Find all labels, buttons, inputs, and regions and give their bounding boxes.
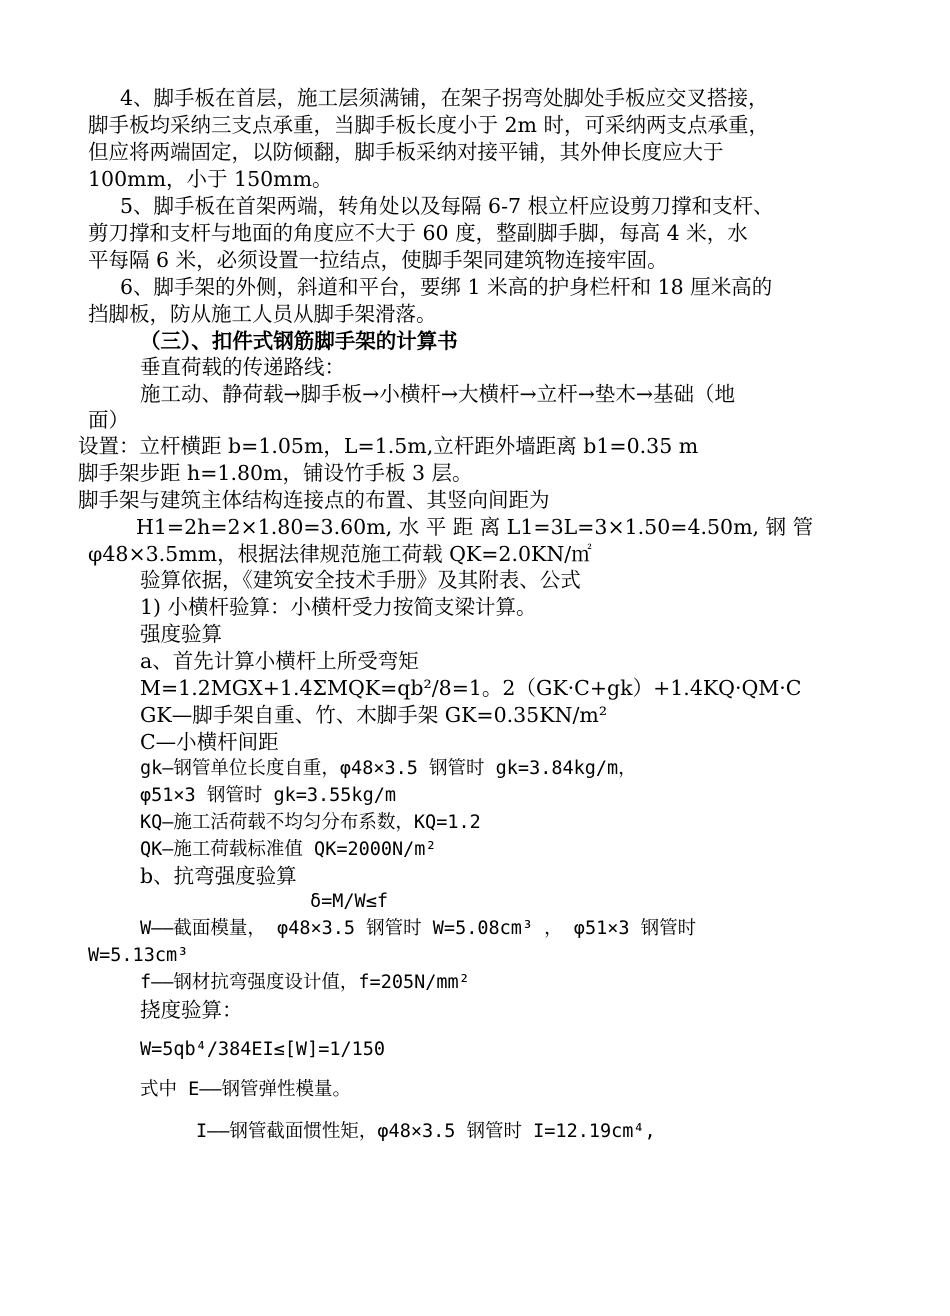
text-line: 剪刀撑和支杆与地面的角度应不大于 60 度，整副脚手脚，每高 4 米，水 [88, 221, 748, 245]
formula-line: W=5qb⁴/384EI≤[W]=1/150 [140, 1039, 386, 1060]
text-line: 脚手板均采纳三支点承重，当脚手板长度小于 2m 时，可采纳两支点承重， [88, 113, 770, 137]
text-line: 施工动、静荷载→脚手板→小横杆→大横杆→立杆→垫木→基础（地 [140, 382, 736, 406]
text-line: 脚手架与建筑主体结构连接点的布置、其竖向间距为 [78, 488, 550, 512]
text-line: W=5.13cm³ [88, 945, 189, 966]
text-line: b、抗弯强度验算 [140, 864, 297, 888]
text-line: 垂直荷载的传递路线： [140, 355, 345, 379]
text-line: φ48×3.5mm，根据法律规范施工荷载 QK=2.0KN/㎡ [88, 542, 592, 566]
text-line: φ51×3 钢管时 gk=3.55kg/m [140, 785, 396, 806]
text-line: 强度验算 [140, 622, 222, 646]
text-line: 式中 E——钢管弹性模量。 [140, 1079, 352, 1100]
formula-line: M=1.2MGX+1.4ΣMQK=qb²/8=1。2（GK·C+gk）+1.4KQ·QM·C [140, 676, 802, 700]
text-line: 挡脚板，防从施工人员从脚手架滑落。 [88, 302, 437, 326]
text-line: GK—脚手架自重、竹、木脚手架 GK=0.35KN/m² [140, 703, 608, 727]
text-line: 面） [88, 408, 129, 432]
text-line: H1=2h=2×1.80=3.60m, 水 平 距 离 L1=3L=3×1.50=4.50m, 钢 管 [136, 515, 814, 539]
text-line: C—小横杆间距 [140, 730, 279, 754]
text-line: 验算依据，《建筑安全技术手册》及其附表、公式 [140, 568, 581, 592]
text-line: gk—钢管单位长度自重，φ48×3.5 钢管时 gk=3.84kg/m， [140, 758, 637, 779]
text-line: QK—施工荷载标准值 QK=2000N/m² [140, 839, 437, 860]
text-line: 1) 小横杆验算：小横杆受力按简支梁计算。 [140, 595, 537, 619]
text-line: 5、脚手板在首架两端，转角处以及每隔 6-7 根立杆应设剪刀撑和支杆、 [120, 194, 774, 218]
text-line: I——钢管截面惯性矩，φ48×3.5 钢管时 I=12.19cm⁴, [196, 1121, 656, 1142]
formula-line: δ=M/W≤f [310, 891, 388, 912]
text-line: a、首先计算小横杆上所受弯矩 [140, 649, 419, 673]
text-line: 脚手架步距 h=1.80m，铺设竹手板 3 层。 [78, 461, 473, 485]
text-line: 100mm，小于 150mm。 [88, 167, 333, 191]
text-line: 但应将两端固定，以防倾翻，脚手板采纳对接平铺，其外伸长度应大于 [88, 140, 724, 164]
text-line: W——截面模量， φ48×3.5 钢管时 W=5.08cm³ ， φ51×3 钢管时 [140, 918, 697, 939]
text-line: 设置：立杆横距 b=1.05m，L=1.5m,立杆距外墙距离 b1=0.35 m [78, 434, 699, 458]
text-line: 挠度验算： [140, 998, 243, 1022]
text-line: KQ—施工活荷载不均匀分布系数，KQ=1.2 [140, 812, 481, 833]
text-line: 平每隔 6 米，必须设置一拉结点，使脚手架同建筑物连接牢固。 [88, 248, 668, 272]
section-heading: （三）、扣件式钢筋脚手架的计算书 [140, 329, 458, 353]
text-line: 6、脚手架的外侧，斜道和平台，要绑 1 米高的护身栏杆和 18 厘米高的 [120, 275, 773, 299]
text-line: 4、脚手板在首层，施工层须满铺，在架子拐弯处脚处手板应交叉搭接， [120, 86, 769, 110]
text-line: f——钢材抗弯强度设计值，f=205N/mm² [140, 972, 470, 993]
